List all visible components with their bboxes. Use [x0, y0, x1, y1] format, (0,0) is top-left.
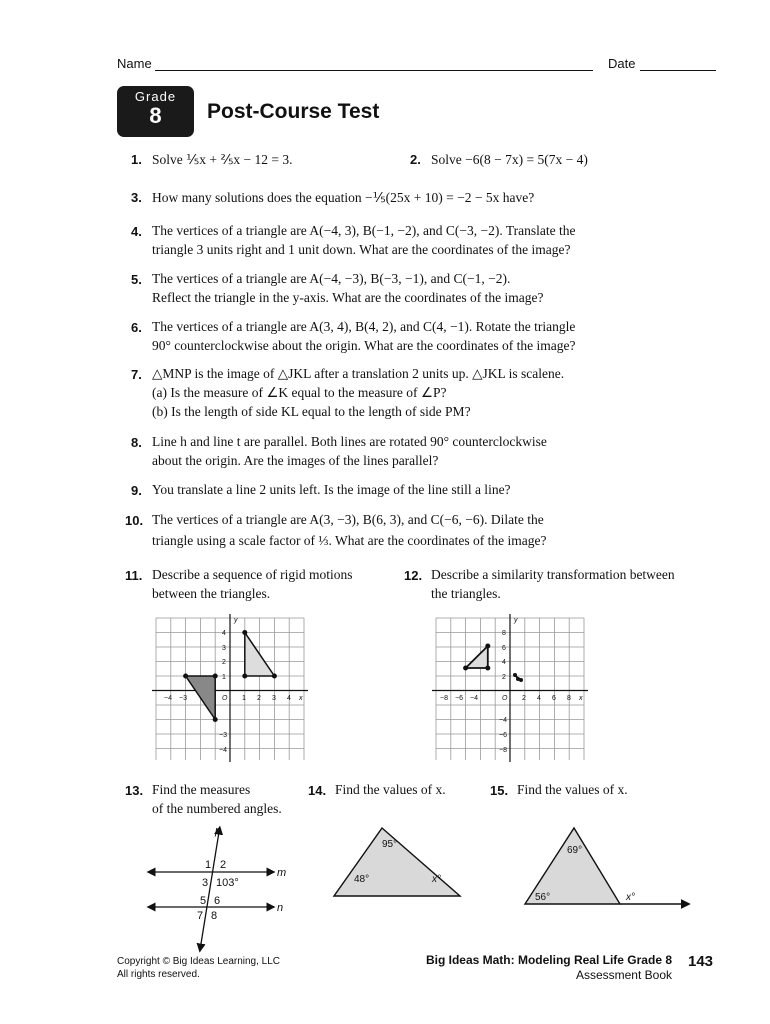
x-axis-label: x [299, 695, 303, 702]
question-13-line1: Find the measures [152, 782, 251, 797]
angle-2-label: 2 [220, 859, 227, 871]
angle-left-label: 48° [354, 874, 370, 885]
question-13-line2: of the numbered angles. [152, 801, 282, 816]
question-12-line1: Describe a similarity transformation between [431, 567, 675, 582]
question-number: 13. [125, 783, 144, 798]
question-2-text: Solve −6(8 − 7x) = 5(7x − 4) [431, 152, 588, 167]
question-7-line1: △MNP is the image of △JKL after a translation 2 units up. △JKL is scalene. [152, 366, 565, 381]
question-number: 11. [125, 568, 143, 583]
question-1-text: Solve ⅕x + ⅖x − 12 = 3. [152, 152, 293, 167]
book-title: Big Ideas Math: Modeling Real Life Grade 8 [425, 953, 672, 967]
y-tick: −8 [499, 747, 507, 754]
y-tick: 3 [222, 645, 226, 652]
y-axis-label: y [514, 617, 518, 624]
exterior-angle-label: x° [626, 892, 635, 903]
y-tick: 4 [222, 630, 226, 637]
question-number: 10. [125, 513, 144, 528]
x-tick: 6 [552, 695, 556, 702]
question-number: 9. [131, 483, 142, 498]
angle-8-label: 8 [211, 910, 218, 922]
question-12-line2: the triangles. [431, 586, 501, 601]
question-9-text: You translate a line 2 units left. Is the image of the line still a line? [152, 482, 511, 497]
line-p-label: p [215, 825, 222, 837]
grade-badge [117, 86, 194, 137]
question-15-text: Find the values of x. [517, 782, 628, 797]
x-tick: 4 [537, 695, 541, 702]
figure-13-parallel-lines [145, 820, 305, 955]
angle-3-label: 3 [202, 877, 209, 889]
x-tick: 3 [272, 695, 276, 702]
question-number: 6. [131, 320, 142, 335]
y-tick: −3 [219, 732, 227, 739]
question-3-text: How many solutions does the equation −⅕(25x + 10) = −2 − 5x have? [152, 190, 535, 205]
angle-top-label: 69° [567, 845, 583, 856]
page-title: Post-Course Test [207, 100, 380, 123]
question-10-line1: The vertices of a triangle are A(3, −3), B(6, 3), and C(−6, −6). Dilate the [152, 512, 544, 527]
question-11-line1: Describe a sequence of rigid motions [152, 567, 353, 582]
name-line[interactable] [155, 70, 593, 71]
y-tick: −6 [499, 732, 507, 739]
angle-top-label: 95° [382, 839, 398, 850]
x-tick: 2 [257, 695, 261, 702]
name-label: Name [117, 56, 152, 71]
line-p [200, 832, 219, 950]
question-4-line1: The vertices of a triangle are A(−4, 3), B(−1, −2), and C(−3, −2). Translate the [152, 223, 576, 238]
x-tick: 8 [567, 695, 571, 702]
grade-word: Grade [134, 89, 177, 104]
figure-15-triangle [520, 822, 695, 914]
x-tick: 4 [287, 695, 291, 702]
angle-6-label: 6 [214, 895, 221, 907]
angle-5-label: 5 [200, 895, 207, 907]
y-tick: 1 [222, 674, 226, 681]
question-5-line2: Reflect the triangle in the y-axis. What are the coordinates of the image? [152, 290, 544, 305]
graph-11 [150, 612, 310, 764]
angle-1-label: 1 [205, 859, 212, 871]
question-14-text: Find the values of x. [335, 782, 446, 797]
question-number: 4. [131, 224, 142, 239]
y-tick: 2 [502, 674, 506, 681]
x-tick: −8 [440, 695, 448, 702]
date-line[interactable] [640, 70, 716, 71]
question-6-line1: The vertices of a triangle are A(3, 4), B(4, 2), and C(4, −1). Rotate the triangle [152, 319, 576, 334]
book-subtitle: Assessment Book [575, 968, 672, 982]
triangle-large [466, 646, 488, 668]
x-tick: 1 [242, 695, 246, 702]
question-10-line2: triangle using a scale factor of ⅓. What are the coordinates of the image? [152, 533, 547, 548]
x-tick: −6 [455, 695, 463, 702]
question-11-line2: between the triangles. [152, 586, 271, 601]
question-6-line2: 90° counterclockwise about the origin. What are the coordinates of the image? [152, 338, 576, 353]
x-tick: −4 [164, 695, 172, 702]
date-label: Date [608, 56, 636, 71]
question-4-line2: triangle 3 units right and 1 unit down. What are the coordinates of the image? [152, 242, 571, 257]
x-tick: 2 [522, 695, 526, 702]
given-angle-label: 103° [216, 877, 239, 889]
book-info [380, 953, 672, 983]
y-tick: −4 [499, 717, 507, 724]
angle-right-label: x° [432, 874, 441, 885]
question-number: 12. [404, 568, 423, 583]
origin-label: O [502, 695, 508, 702]
angle-7-label: 7 [197, 910, 204, 922]
question-number: 3. [131, 190, 142, 205]
graph-12 [430, 612, 590, 764]
question-number: 5. [131, 272, 142, 287]
question-number: 2. [410, 152, 421, 167]
y-tick: −4 [219, 747, 227, 754]
y-tick: 6 [502, 645, 506, 652]
copyright-text [117, 955, 280, 981]
y-tick: 4 [502, 659, 506, 666]
question-8-line2: about the origin. Are the images of the lines parallel? [152, 453, 439, 468]
grade-number: 8 [149, 103, 162, 128]
x-tick: −4 [470, 695, 478, 702]
y-axis-label: y [234, 617, 238, 624]
figure-14-triangle [330, 822, 465, 902]
line-m-label: m [277, 867, 287, 879]
question-7-line3: (b) Is the length of side KL equal to the length of side PM? [152, 404, 471, 419]
question-number: 14. [308, 783, 327, 798]
question-7-line2: (a) Is the measure of ∠K equal to the measure of ∠P? [152, 385, 447, 400]
question-8-line1: Line h and line t are parallel. Both lines are rotated 90° counterclockwise [152, 434, 547, 449]
origin-label: O [222, 695, 228, 702]
angle-left-label: 56° [535, 892, 551, 903]
question-5-line1: The vertices of a triangle are A(−4, −3), B(−3, −1), and C(−1, −2). [152, 271, 511, 286]
line-n-label: n [277, 902, 284, 914]
question-number: 8. [131, 435, 142, 450]
rights-line: All rights reserved. [117, 969, 200, 980]
copyright-line: Copyright © Big Ideas Learning, LLC [117, 956, 281, 967]
question-number: 1. [131, 152, 142, 167]
y-tick: 2 [222, 659, 226, 666]
x-axis-label: x [579, 695, 583, 702]
question-number: 7. [131, 367, 142, 382]
question-number: 15. [490, 783, 509, 798]
x-tick: −3 [179, 695, 187, 702]
page-number: 143 [688, 953, 714, 970]
y-tick: 8 [502, 630, 506, 637]
